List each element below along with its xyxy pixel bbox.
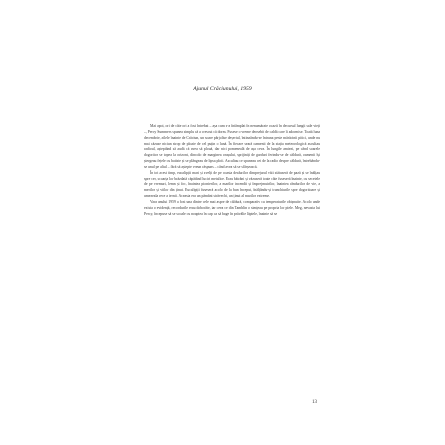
paragraph-2: În tot acest timp, eucalipții mari și zvelți de pe coasta dealurilor dimprejurul văii stătuseră de pază și se înălțau spre cer, scoarța lor brăzdată căpătând luciri metalice. Erau bătrâni și văzuseră toate câte fuseseră înainte, cu secetele de pe vremuri, lemn și foc, înaintea pionierilor, a marilor incendii și împrejmuirilor, înaintea rândurilor de vie, a merilor și viilor din ținut. Eucalipții fuseseră acolo de la bun început, înălțându-și trunchiurile spre dogoritoare și umezeala rece a iernii. Aceasta era un pământ străvechi, un ținut al marilor extreme. — [144, 170, 320, 199]
chapter-heading: Ajunul Crăciunului, 1959 — [193, 86, 252, 92]
paragraph-1: Mai apoi, ori de câte ori a fost întrebat – așa cum s-a întâmplat în nenumărate ocazii în decursul lungii sale vieți –, Percy Summers spunea simplu că a crescut că dorm. Fusese o vreme deosebit de caldă care îi adormise. Toată luna decembrie, zilele înainte de Crăciun, un soare pârjolise deșertul, întinzându-se întruna peste mărăcinii pitici, unde nu mai căzuse niciun strop de ploaie de cel puțin o lună. În fiecare seară oamenii de la stația meteorologică ascultau radioul, așteptând să audă că avea să plouă, dar nici pomeneală de așa ceva. În lungile amiezi, pe când soarele dogoritor se topea la orizont, dincolo de marginea orașului, sprijiniți de garduri ferindu-se de căldură, oamenii își ștergeau fețele cu batiste și se plângeau de lipsa ploii. Ascultau ce spuneau cei de la radio despre căldură, întrebându-se unul pe altul – fără să aștepte vreun răspuns – când avea să se sfârșească. — [144, 124, 320, 169]
body-text — [144, 124, 320, 218]
paragraph-3: Vara anului 1959 a fost una dintre cele mai aspre de căldură, comparativ cu temperaturile obișnuite. Acolo unde exista o evidență, recordurile erau doborâte, iar ceea ce din Tamblin o simțeau pe propria lor piele. Meg, nevasta lui Percy, începuse să se scoale cu noaptea în cap ca să bage în prăvălie lăptele, înainte să se — [144, 199, 320, 216]
page-number: 13 — [312, 400, 317, 405]
